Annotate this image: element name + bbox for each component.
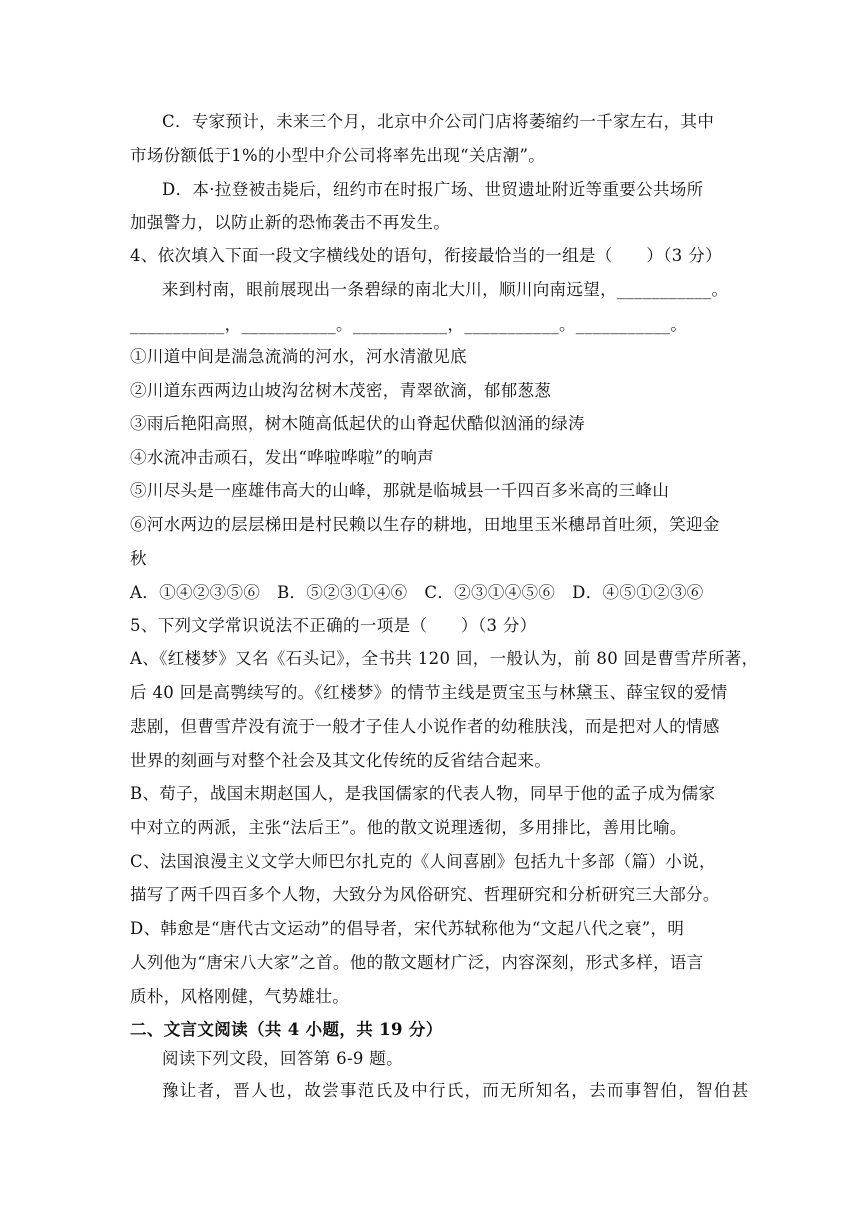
q5-option-d-line-3: 质朴，风格刚健，气势雄壮。 [130, 987, 350, 1006]
q5-option-b-line-2: 中对立的两派，主张“法后王”。他的散文说理透彻，多用排比，善用比喻。 [130, 818, 687, 837]
sentence-6-line-2: 秋 [130, 549, 147, 568]
question-5-stem: 5、下列文学常识说法不正确的一项是（ ）（3 分） [130, 616, 537, 635]
sentence-3: ③雨后艳阳高照，树木随高低起伏的山脊起伏酷似汹涌的绿涛 [130, 414, 585, 433]
q5-option-d-line-1: D、韩愈是“唐代古文运动”的倡导者，宋代苏轼称他为“文起八代之衰”，明 [130, 919, 685, 938]
sentence-1: ①川道中间是湍急流淌的河水，河水清澈见底 [130, 347, 467, 366]
q5-option-a-line-3: 悲剧，但曹雪芹没有流于一般才子佳人小说作者的幼稚肤浅，而是把对人的情感 [130, 717, 720, 736]
sentence-6-line-1: ⑥河水两边的层层梯田是村民赖以生存的耕地，田地里玉米穗昂首吐须，笑迎金 [130, 515, 720, 534]
section-2-heading: 二、文言文阅读（共 4 小题，共 19 分） [130, 1020, 443, 1039]
q5-option-c-line-2: 描写了两千四百多个人物，大致分为风俗研究、哲理研究和分析研究三大部分。 [130, 885, 720, 904]
sentence-5: ⑤川尽头是一座雄伟高大的山峰，那就是临城县一千四百多米高的三峰山 [130, 481, 670, 500]
q5-option-d-line-2: 人列他为“唐宋八大家”之首。他的散文题材广泛，内容深刻，形式多样，语言 [130, 953, 704, 972]
classical-passage-line-1: 豫让者，晋人也，故尝事范氏及中行氏，而无所知名，去而事智伯，智伯甚 [162, 1081, 750, 1100]
q5-option-c-line-1: C、法国浪漫主义文学大师巴尔扎克的《人间喜剧》包括九十多部（篇）小说， [130, 852, 716, 871]
question-4-choices: A．①④②③⑤⑥ B．⑤②③①④⑥ C．②③①④⑤⑥ D．④⑤①②③⑥ [130, 583, 704, 602]
reading-instruction: 阅读下列文段，回答第 6-9 题。 [162, 1049, 404, 1068]
question-4-stem: 4、依次填入下面一段文字横线处的语句，衔接最恰当的一组是（ ）（3 分） [130, 246, 722, 265]
q5-option-a-line-1: A、《红楼梦》又名《石头记》，全书共 120 回，一般认为，前 80 回是曹雪芹所著， [130, 649, 759, 668]
sentence-4: ④水流冲击顽石，发出“哗啦哗啦”的响声 [130, 448, 435, 467]
passage-blanks-line: ___________，___________。___________，___________。___________。 [130, 315, 688, 334]
option-d-line-2: 加强警力，以防止新的恐怖袭击不再发生。 [130, 213, 451, 232]
sentence-2: ②川道东西两边山坡沟岔树木茂密，青翠欲滴，郁郁葱葱 [130, 381, 552, 400]
q5-option-b-line-1: B、荀子，战国末期赵国人，是我国儒家的代表人物，同早于他的孟子成为儒家 [130, 784, 716, 803]
option-c-line-1: C．专家预计，未来三个月，北京中介公司门店将萎缩约一千家左右，其中 [162, 112, 715, 131]
q5-option-a-line-4: 世界的刻画与对整个社会及其文化传统的反省结合起来。 [130, 751, 552, 770]
option-d-line-1: D．本·拉登被击毙后，纽约市在时报广场、世贸遗址附近等重要公共场所 [162, 180, 704, 199]
option-c-line-2: 市场份额低于1%的小型中介公司将率先出现“关店潮”。 [130, 146, 546, 165]
q5-option-a-line-2: 后 40 回是高鹗续写的。《红楼梦》的情节主线是贾宝玉与林黛玉、薛宝钗的爱情 [130, 683, 728, 702]
passage-line-1: 来到村南，眼前展现出一条碧绿的南北大川，顺川向南远望，___________。 [162, 280, 729, 299]
